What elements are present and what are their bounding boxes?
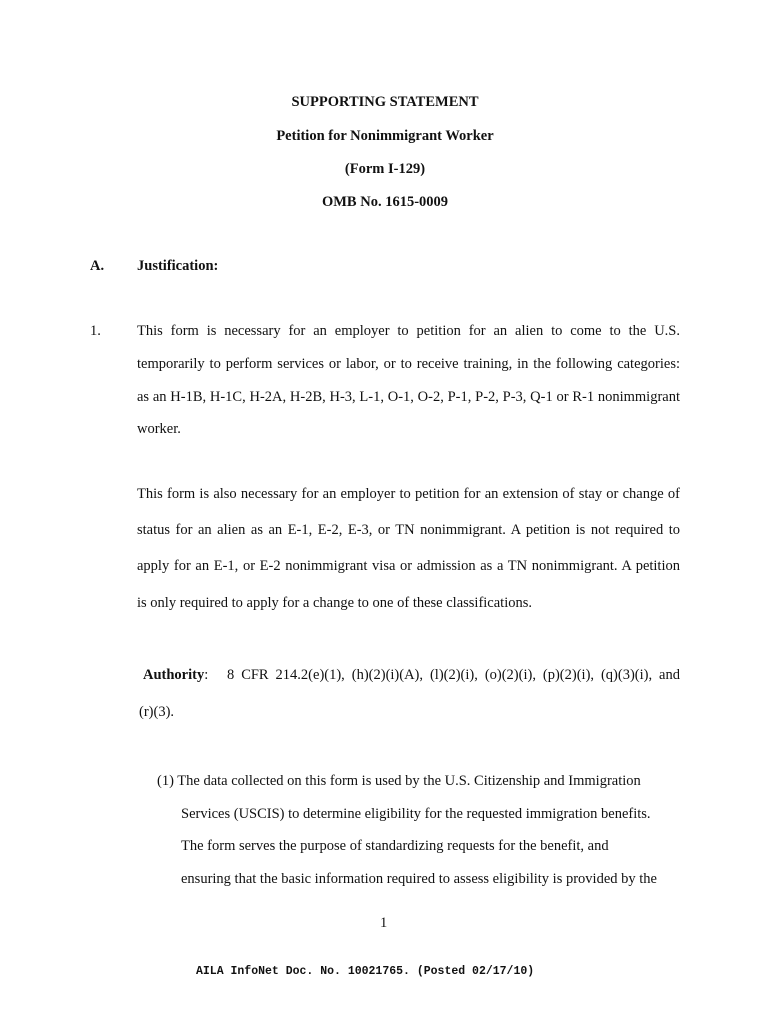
item-1-line-2: temporarily to perform services or labor, or to receive training, in the following categories: <box>137 356 680 372</box>
item-1-para2-line-4: is only required to apply for a change to one of these classifications. <box>137 595 533 611</box>
document-title: SUPPORTING STATEMENT <box>291 94 479 110</box>
item-1-number: 1. <box>90 323 101 339</box>
authority-label: Authority <box>143 667 205 683</box>
sub-item-1-line-2: Services (USCIS) to determine eligibility for the requested immigration benefits. <box>181 806 651 822</box>
item-1-line-4: worker. <box>137 421 181 437</box>
sub-item-1-line-1: (1) The data collected on this form is used by the U.S. Citizenship and Immigration <box>157 773 641 789</box>
item-1-line-3: as an H-1B, H-1C, H-2A, H-2B, H-3, L-1, O-1, O-2, P-1, P-2, P-3, Q-1 or R-1 nonimmigrant <box>137 389 680 405</box>
authority-block <box>143 667 208 684</box>
item-1-para2-line-1: This form is also necessary for an employer to petition for an extension of stay or change of <box>137 486 680 502</box>
item-1-para2-line-2: status for an alien as an E-1, E-2, E-3, or TN nonimmigrant. A petition is not required to <box>137 522 680 538</box>
section-a-marker: A. <box>90 258 105 274</box>
section-a-heading: Justification: <box>137 258 219 274</box>
authority-colon: : <box>204 667 209 683</box>
page-number: 1 <box>380 915 388 931</box>
omb-number: OMB No. 1615-0009 <box>321 194 449 210</box>
authority-citation: 8 CFR 214.2(e)(1), (h)(2)(i)(A), (l)(2)(i), (o)(2)(i), (p)(2)(i), (q)(3)(i), and <box>227 667 680 683</box>
footer-doc-reference: AILA InfoNet Doc. No. 10021765. (Posted 02/17/10) <box>196 965 535 978</box>
form-number: (Form I-129) <box>344 161 426 177</box>
document-subtitle: Petition for Nonimmigrant Worker <box>276 128 494 144</box>
sub-item-1-line-4: ensuring that the basic information required to assess eligibility is provided by the <box>181 871 657 887</box>
item-1-line-1: This form is necessary for an employer to petition for an alien to come to the U.S. <box>137 323 680 339</box>
sub-item-1-line-3: The form serves the purpose of standardizing requests for the benefit, and <box>181 838 609 854</box>
item-1-para2-line-3: apply for an E-1, or E-2 nonimmigrant visa or admission as a TN nonimmigrant. A petition <box>137 558 680 574</box>
authority-citation-cont: (r)(3). <box>139 704 175 720</box>
